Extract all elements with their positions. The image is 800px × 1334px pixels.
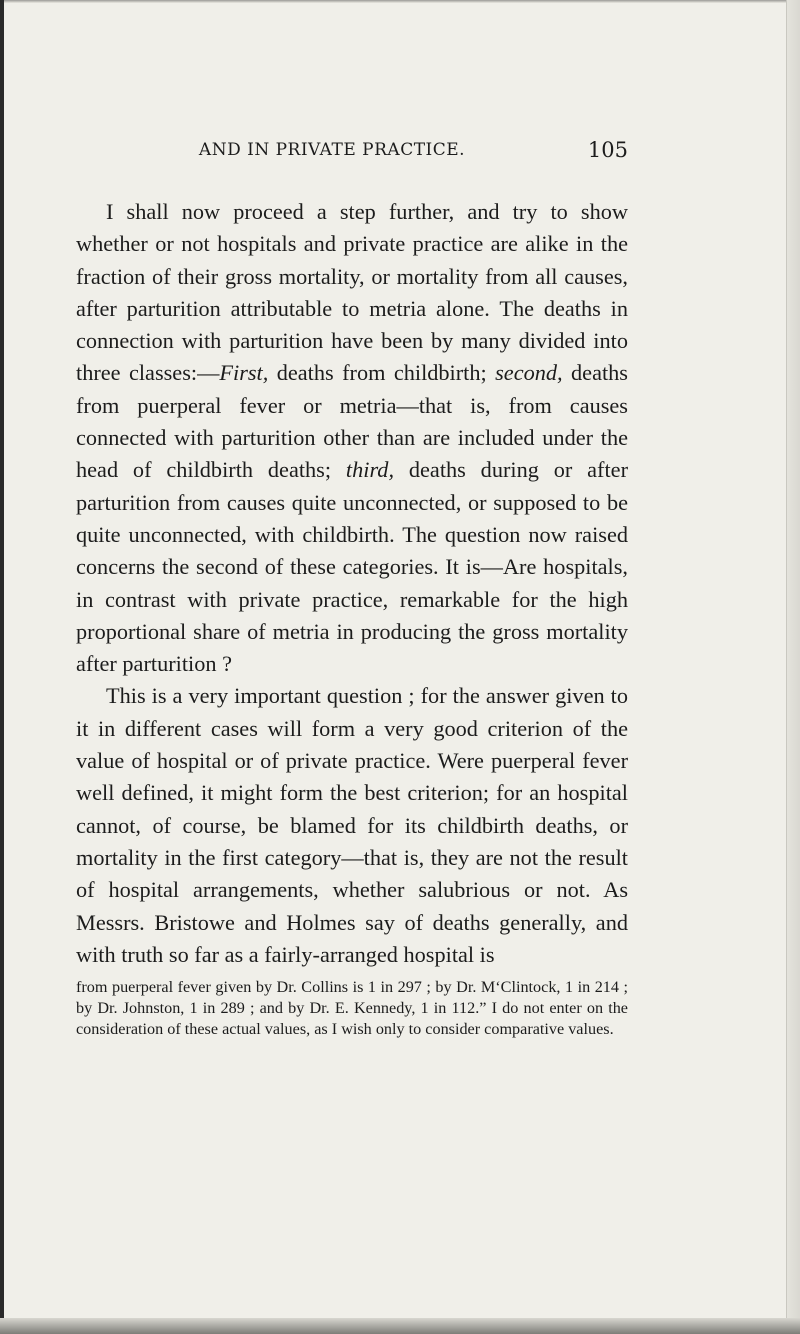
paragraph-2: This is a very important question ; for the answer given to it in different cases will form a very good criterion of the value of hospital or of private practice. Were puerperal fever well defined, it might form the best criterion; for an hospital cannot, of course, be blamed for its childbirth deaths, or mortality in the first category—that is, they are not the result of hospital arrangements, whether salubrious or not. As Messrs. Bristowe and Holmes say of deaths generally, and with truth so far as a fairly-arranged hospital is: [76, 683, 628, 967]
running-head: [76, 140, 628, 176]
book-page: [76, 140, 628, 1040]
para1-text-2: deaths from childbirth;: [268, 360, 496, 386]
scan-bottom-edge: [0, 1318, 800, 1334]
scan-right-edge: [786, 0, 800, 1334]
running-title: AND IN PRIVATE PRACTICE.: [198, 140, 466, 160]
para1-third-italic: third,: [345, 457, 395, 483]
footnote: from puerperal fever given by Dr. Collins is 1 in 297 ; by Dr. M‘Clintock, 1 in 214 ; by Dr. Johnston, 1 in 289 ; and by Dr. E. Kennedy, 1 in 112.” I do not enter on the consideration of these actual values, as I wish only to consider comparative values.: [76, 978, 628, 1039]
para1-second-italic: second,: [495, 360, 563, 386]
scan-left-edge: [0, 0, 4, 1334]
para1-text-4: deaths during or after parturition from causes quite unconnected, or supposed to be quite unconnected, with childbirth. The question now raised concerns the second of these categories. It is—Are hospitals, in contrast with private practice, remarkable for the high proportional share of metria in producing the gross mortality after parturition ?: [76, 457, 629, 677]
page-number: 105: [587, 138, 628, 162]
para1-text-1: I shall now proceed a step further, and try to show whether or not hospitals and private practice are alike in the fraction of their gross mortality, or mortality from all causes, after parturition attributable to metria alone. The deaths in connection with parturition have been by many divided into three classes:—: [76, 199, 628, 386]
para1-first-italic: First,: [219, 360, 269, 386]
para1-text-3: deaths from puerperal fever or metria—that is, from causes connected with parturition other than are included under the head of childbirth deaths;: [76, 360, 628, 483]
body-text: [76, 196, 628, 971]
scan-top-edge: [0, 0, 800, 3]
paragraph-1: [76, 196, 628, 680]
